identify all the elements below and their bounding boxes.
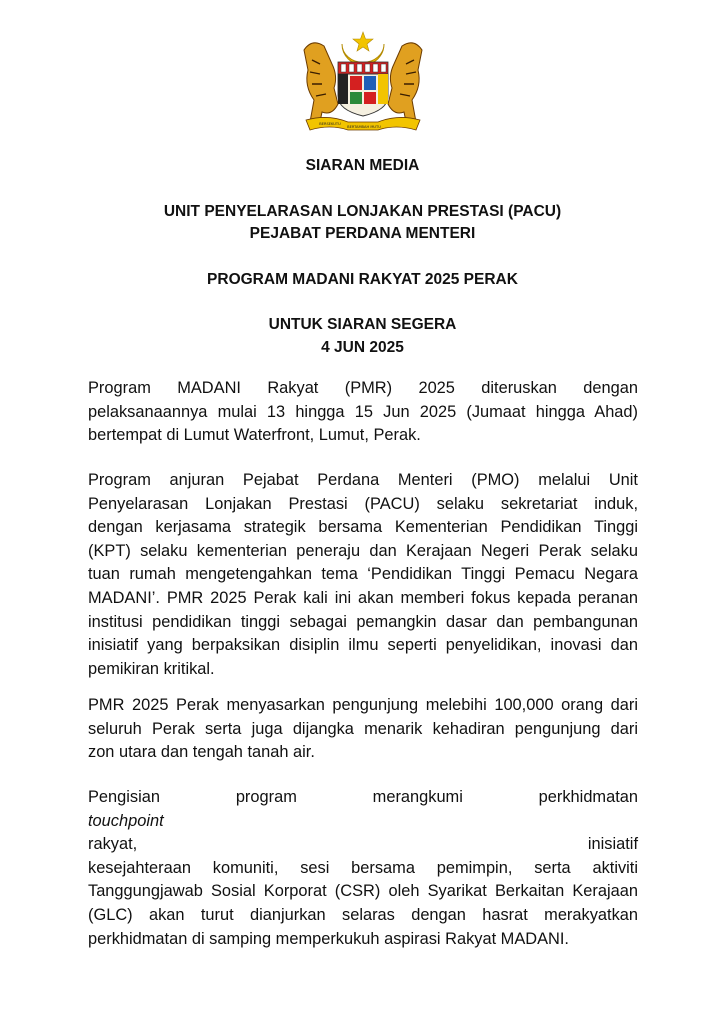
paragraph-2-line: pemikiran kritikal. — [88, 659, 215, 678]
svg-text:BERTAMBAH MUTU: BERTAMBAH MUTU — [347, 125, 381, 129]
media-heading: SIARAN MEDIA — [305, 157, 420, 174]
paragraph-2-line: dengan kerjasama strategik bersama Kementerian Pendidikan Tinggi — [88, 518, 638, 537]
paragraph-4-line — [88, 786, 638, 857]
paragraph-4-line: kesejahteraan komuniti, sesi bersama pemimpin, serta aktiviti — [88, 858, 638, 877]
paragraph-4-line: (GLC) akan turut dianjurkan selaras dengan hasrat merakyatkan — [88, 905, 638, 924]
paragraph-2-line: institusi pendidikan tinggi sebagai pemangkin dasar dan pembangunan — [88, 612, 638, 631]
paragraph-2-line: (KPT) selaku kementerian peneraju dan Kerajaan Negeri Perak selaku — [88, 541, 638, 560]
unit-heading-line1: UNIT PENYELARASAN LONJAKAN PRESTASI (PACU) — [163, 203, 562, 220]
paragraph-4-text: rakyat, inisiatif — [88, 835, 638, 854]
date-heading: 4 JUN 2025 — [321, 339, 404, 356]
paragraph-2-line: Penyelarasan Lonjakan Prestasi (PACU) selaku sekretariat induk, — [88, 494, 638, 513]
paragraph-1 — [88, 377, 638, 448]
paragraph-3 — [88, 694, 638, 765]
paragraph-3-line: seluruh Perak serta juga dijangka menarik kehadiran pengunjung dari — [88, 719, 638, 738]
release-heading: UNTUK SIARAN SEGERA — [268, 316, 457, 333]
paragraph-4 — [88, 786, 638, 951]
paragraph-4-line: perkhidmatan di samping memperkukuh aspirasi Rakyat MADANI. — [88, 929, 569, 948]
paragraph-4-text: Pengisian program merangkumi perkhidmatan — [88, 788, 638, 806]
unit-heading-line2: PEJABAT PERDANA MENTERI — [249, 225, 476, 242]
paragraph-1-line: pelaksanaannya mulai 13 hingga 15 Jun 2025 (Jumaat hingga Ahad) — [88, 402, 638, 421]
coat-of-arms-emblem — [298, 30, 428, 138]
paragraph-3-line: PMR 2025 Perak menyasarkan pengunjung melebihi 100,000 orang dari — [88, 696, 638, 714]
paragraph-2-line: Program anjuran Pejabat Perdana Menteri (PMO) melalui Unit — [88, 471, 638, 489]
paragraph-2-line: tuan rumah mengetengahkan tema ‘Pendidikan Tinggi Pemacu Negara — [88, 565, 638, 584]
paragraph-2 — [88, 469, 638, 681]
touchpoint-italic: touchpoint — [88, 811, 164, 830]
svg-text:BERSEKUTU: BERSEKUTU — [319, 122, 341, 126]
program-heading: PROGRAM MADANI RAKYAT 2025 PERAK — [207, 271, 518, 288]
paragraph-1-line: bertempat di Lumut Waterfront, Lumut, Perak. — [88, 426, 421, 445]
paragraph-1-line: Program MADANI Rakyat (PMR) 2025 diteruskan dengan — [88, 379, 638, 397]
paragraph-3-line: zon utara dan tengah tanah air. — [88, 743, 315, 762]
paragraph-4-line: Tanggungjawab Sosial Korporat (CSR) oleh Syarikat Berkaitan Kerajaan — [88, 882, 638, 901]
paragraph-2-line: inisiatif yang berpaksikan disiplin ilmu seperti penyelidikan, inovasi dan — [88, 636, 638, 655]
paragraph-2-line: MADANI’. PMR 2025 Perak kali ini akan memberi fokus kepada peranan — [88, 588, 638, 607]
